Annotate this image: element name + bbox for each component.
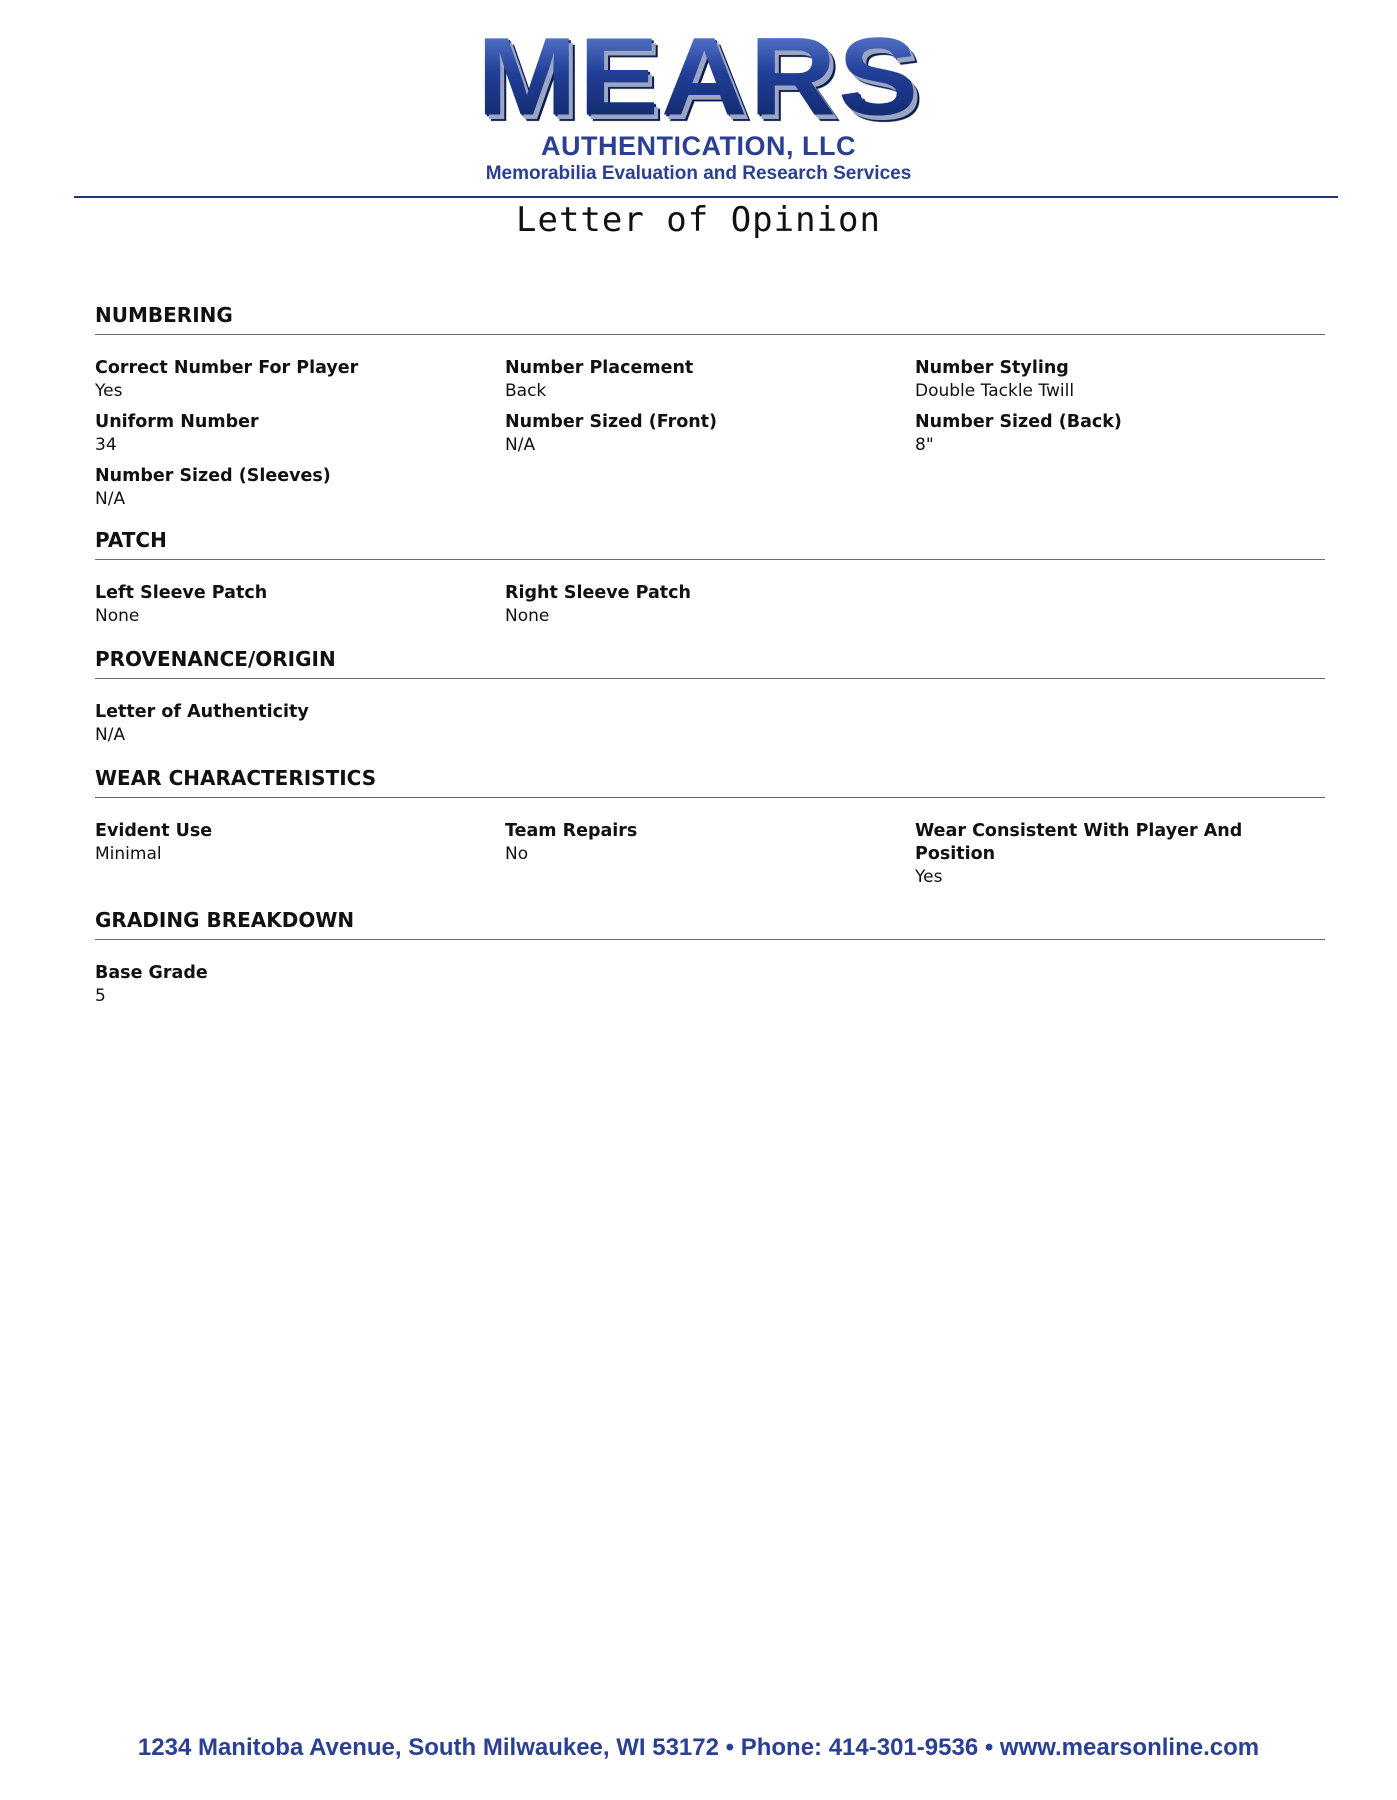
field-value: 8": [915, 435, 934, 455]
field-number-placement: [505, 357, 915, 403]
field-evident-use: [95, 820, 505, 889]
field-value: None: [95, 606, 140, 626]
section-title: NUMBERING: [95, 303, 233, 327]
section-title: GRADING BREAKDOWN: [95, 908, 355, 932]
field-value: 5: [95, 986, 106, 1006]
section-wear-characteristics: [95, 763, 1325, 889]
footer-contact: 1234 Manitoba Avenue, South Milwaukee, WI 53172 • Phone: 414-301-9536 • www.mearsonline.com: [137, 1734, 1260, 1761]
field-label: Number Sized (Back): [915, 412, 1122, 432]
field-label: Base Grade: [95, 963, 208, 983]
field-label: Wear Consistent With Player And Position: [915, 821, 1243, 864]
field-label: Number Placement: [505, 358, 694, 378]
field-label: Letter of Authenticity: [95, 702, 309, 722]
field-value: 34: [95, 435, 117, 455]
section-divider: [95, 334, 1325, 335]
field-value: N/A: [505, 435, 536, 455]
field-correct-number: [95, 357, 505, 403]
section-divider: [95, 939, 1325, 940]
field-base-grade: [95, 962, 505, 1008]
field-label: Number Sized (Front): [505, 412, 718, 432]
field-value: No: [505, 844, 529, 864]
section-numbering: [95, 300, 1325, 511]
section-divider: [95, 678, 1325, 679]
field-number-styling: [915, 357, 1325, 403]
field-value: Yes: [915, 867, 943, 887]
field-label: Left Sleeve Patch: [95, 583, 268, 603]
section-grading-breakdown: [95, 905, 1325, 1008]
field-team-repairs: [505, 820, 915, 889]
section-divider: [95, 559, 1325, 560]
section-divider: [95, 797, 1325, 798]
document-title: Letter of Opinion: [516, 200, 881, 240]
section-provenance: [95, 644, 1325, 747]
field-value: Double Tackle Twill: [915, 381, 1075, 401]
section-title: WEAR CHARACTERISTICS: [95, 766, 377, 790]
field-value: N/A: [95, 489, 126, 509]
opinion-body: [95, 300, 1325, 1024]
field-label: Right Sleeve Patch: [505, 583, 691, 603]
field-label: Number Styling: [915, 358, 1069, 378]
field-number-sized-back: [915, 411, 1325, 457]
company-logo: [0, 15, 1397, 139]
company-tagline: Memorabilia Evaluation and Research Services: [485, 163, 912, 184]
field-label: Uniform Number: [95, 412, 259, 432]
field-letter-of-authenticity: [95, 701, 505, 747]
section-title: PROVENANCE/ORIGIN: [95, 647, 336, 671]
field-value: Minimal: [95, 844, 162, 864]
field-uniform-number: [95, 411, 505, 457]
field-value: N/A: [95, 725, 126, 745]
logo-wordmark: MEARS: [476, 15, 921, 139]
section-patch: [95, 525, 1325, 628]
field-wear-consistent: [915, 820, 1325, 889]
field-value: Back: [505, 381, 547, 401]
company-name: AUTHENTICATION, LLC: [541, 131, 856, 161]
field-number-sized-sleeves: [95, 465, 505, 511]
section-title: PATCH: [95, 528, 167, 552]
field-label: Correct Number For Player: [95, 358, 359, 378]
field-label: Team Repairs: [505, 821, 638, 841]
field-label: Evident Use: [95, 821, 213, 841]
field-number-sized-front: [505, 411, 915, 457]
field-left-sleeve-patch: [95, 582, 505, 628]
field-label: Number Sized (Sleeves): [95, 466, 331, 486]
field-value: None: [505, 606, 550, 626]
header-divider: [74, 196, 1338, 198]
field-value: Yes: [95, 381, 123, 401]
field-right-sleeve-patch: [505, 582, 915, 628]
